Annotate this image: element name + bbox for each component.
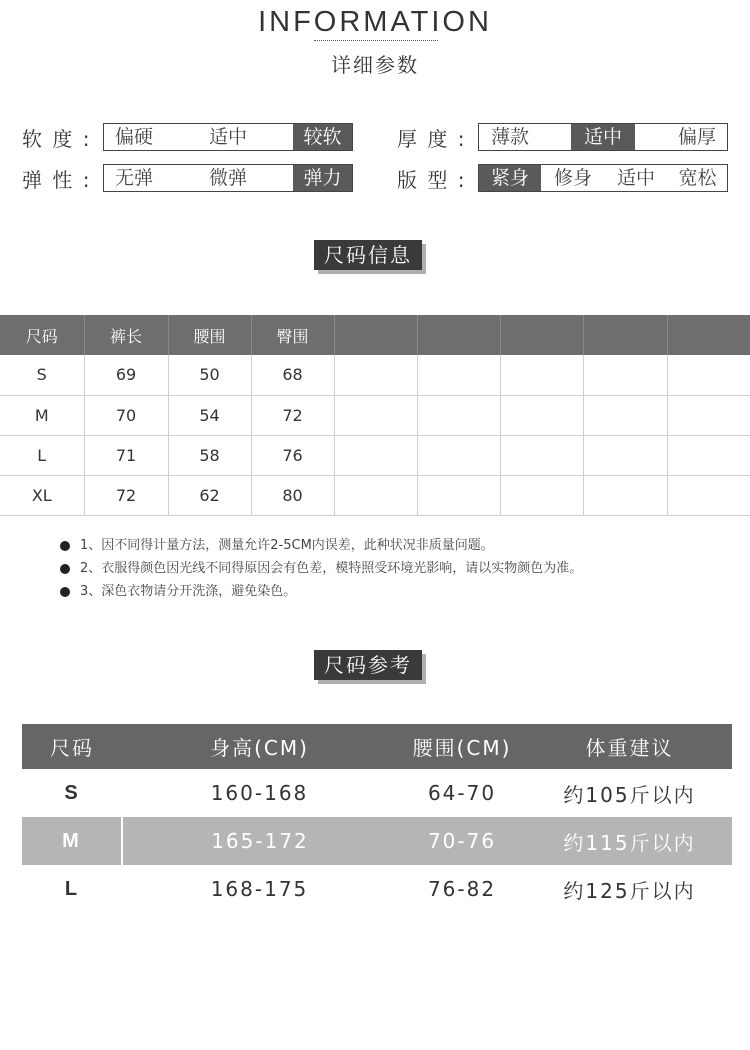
thickness-option-thick[interactable]: 偏厚 bbox=[677, 126, 716, 148]
ref-cell-size: M bbox=[22, 817, 122, 865]
cell-waist: 54 bbox=[168, 395, 251, 435]
softness-options bbox=[103, 123, 353, 151]
fit-option-tight[interactable]: 紧身 bbox=[479, 165, 541, 191]
ref-cell-waist: 64-70 bbox=[427, 781, 497, 805]
note-text: 1、因不同得计量方法，测量允许2-5CM内误差，此种状况非质量问题。 bbox=[80, 538, 494, 553]
size-reference-table bbox=[22, 724, 732, 913]
cell-empty bbox=[583, 395, 667, 435]
elasticity-option-slight[interactable]: 微弹 bbox=[208, 167, 247, 189]
table-row-highlighted bbox=[22, 817, 732, 865]
size-reference-header-row bbox=[22, 724, 732, 769]
cell-empty bbox=[417, 395, 500, 435]
cell-waist: 62 bbox=[168, 475, 251, 515]
elasticity-label-wrap bbox=[22, 164, 91, 192]
cell-empty bbox=[667, 355, 750, 395]
cell-hip: 68 bbox=[251, 355, 334, 395]
cell-length: 71 bbox=[84, 435, 168, 475]
header-empty bbox=[667, 315, 750, 355]
thickness-option-medium[interactable]: 适中 bbox=[571, 124, 635, 150]
cell-size: XL bbox=[0, 475, 84, 515]
ref-cell-size: L bbox=[64, 877, 80, 900]
table-row bbox=[22, 865, 732, 913]
table-row bbox=[0, 395, 750, 435]
fit-label-wrap bbox=[397, 164, 466, 192]
cell-hip: 72 bbox=[251, 395, 334, 435]
table-row bbox=[22, 769, 732, 817]
thickness-label: 厚 度 : bbox=[397, 126, 467, 151]
elasticity-options bbox=[103, 164, 353, 192]
cell-empty bbox=[500, 395, 583, 435]
bullet-icon bbox=[60, 587, 70, 597]
list-item bbox=[60, 534, 740, 557]
cell-empty bbox=[417, 435, 500, 475]
fit-options bbox=[478, 164, 728, 192]
table-row bbox=[0, 435, 750, 475]
table-row bbox=[0, 355, 750, 395]
thickness-option-thin[interactable]: 薄款 bbox=[490, 126, 529, 148]
table-row bbox=[0, 475, 750, 515]
cell-empty bbox=[583, 355, 667, 395]
title-divider bbox=[314, 40, 438, 41]
header-waist: 腰围 bbox=[168, 315, 251, 355]
note-text: 3、深色衣物请分开洗涤，避免染色。 bbox=[80, 584, 297, 599]
fit-label: 版 型 : bbox=[397, 167, 467, 192]
cell-length: 72 bbox=[84, 475, 168, 515]
cell-length: 70 bbox=[84, 395, 168, 435]
size-reference-badge: 尺码参考 bbox=[314, 650, 422, 680]
elasticity-option-none[interactable]: 无弹 bbox=[114, 167, 153, 189]
header-length: 裤长 bbox=[84, 315, 168, 355]
ref-header-size: 尺码 bbox=[22, 724, 122, 769]
ref-cell-height: 165-172 bbox=[122, 817, 397, 865]
note-text: 2、衣服得颜色因光线不同得原因会有色差，模特照受环境光影响，请以实物颜色为准。 bbox=[80, 561, 583, 576]
ref-cell-waist: 76-82 bbox=[427, 877, 497, 901]
softness-label-wrap bbox=[22, 123, 91, 151]
fit-option-loose[interactable]: 宽松 bbox=[678, 167, 717, 189]
cell-size: L bbox=[0, 435, 84, 475]
header-empty bbox=[334, 315, 417, 355]
size-info-badge: 尺码信息 bbox=[314, 240, 422, 270]
notes-list bbox=[60, 534, 740, 603]
cell-waist: 50 bbox=[168, 355, 251, 395]
bullet-icon bbox=[60, 541, 70, 551]
cell-empty bbox=[334, 355, 417, 395]
cell-empty bbox=[667, 435, 750, 475]
cell-empty bbox=[417, 355, 500, 395]
cell-empty bbox=[500, 435, 583, 475]
cell-empty bbox=[334, 395, 417, 435]
cell-length: 69 bbox=[84, 355, 168, 395]
list-item bbox=[60, 557, 740, 580]
size-info-table bbox=[0, 315, 750, 516]
ref-cell-waist: 70-76 bbox=[397, 817, 527, 865]
softness-option-soft[interactable]: 较软 bbox=[293, 124, 352, 150]
cell-empty bbox=[667, 475, 750, 515]
ref-header-weight: 体重建议 bbox=[527, 724, 732, 769]
ref-cell-size: S bbox=[64, 781, 80, 804]
elasticity-option-stretch[interactable]: 弹力 bbox=[293, 165, 352, 191]
cell-empty bbox=[334, 435, 417, 475]
softness-option-medium[interactable]: 适中 bbox=[208, 126, 247, 148]
size-info-header-row bbox=[0, 315, 750, 355]
cell-empty bbox=[583, 435, 667, 475]
header-empty bbox=[417, 315, 500, 355]
cell-size: M bbox=[0, 395, 84, 435]
fit-option-slim[interactable]: 修身 bbox=[553, 167, 592, 189]
cell-empty bbox=[500, 355, 583, 395]
ref-header-height: 身高(CM) bbox=[122, 724, 397, 769]
fit-option-regular[interactable]: 适中 bbox=[616, 167, 655, 189]
header-size: 尺码 bbox=[0, 315, 84, 355]
cell-empty bbox=[417, 475, 500, 515]
cell-empty bbox=[500, 475, 583, 515]
page-title: INFORMATION bbox=[258, 6, 492, 38]
header-hip: 臀围 bbox=[251, 315, 334, 355]
header-empty bbox=[583, 315, 667, 355]
softness-option-hard[interactable]: 偏硬 bbox=[114, 126, 153, 148]
thickness-options bbox=[478, 123, 728, 151]
bullet-icon bbox=[60, 564, 70, 574]
elasticity-label: 弹 性 : bbox=[22, 167, 92, 192]
list-item bbox=[60, 580, 740, 603]
ref-cell-height: 160-168 bbox=[210, 781, 309, 805]
cell-hip: 76 bbox=[251, 435, 334, 475]
cell-hip: 80 bbox=[251, 475, 334, 515]
ref-header-waist: 腰围(CM) bbox=[397, 724, 527, 769]
ref-cell-weight: 约115斤以内 bbox=[527, 817, 732, 865]
cell-empty bbox=[667, 395, 750, 435]
ref-cell-weight: 约125斤以内 bbox=[563, 878, 696, 903]
cell-size: S bbox=[0, 355, 84, 395]
cell-empty bbox=[583, 475, 667, 515]
ref-cell-weight: 约105斤以内 bbox=[563, 782, 696, 807]
softness-label: 软 度 : bbox=[22, 126, 92, 151]
ref-cell-height: 168-175 bbox=[210, 877, 309, 901]
page-subtitle: 详细参数 bbox=[331, 53, 419, 77]
cell-waist: 58 bbox=[168, 435, 251, 475]
cell-empty bbox=[334, 475, 417, 515]
header-empty bbox=[500, 315, 583, 355]
thickness-label-wrap bbox=[397, 123, 466, 151]
